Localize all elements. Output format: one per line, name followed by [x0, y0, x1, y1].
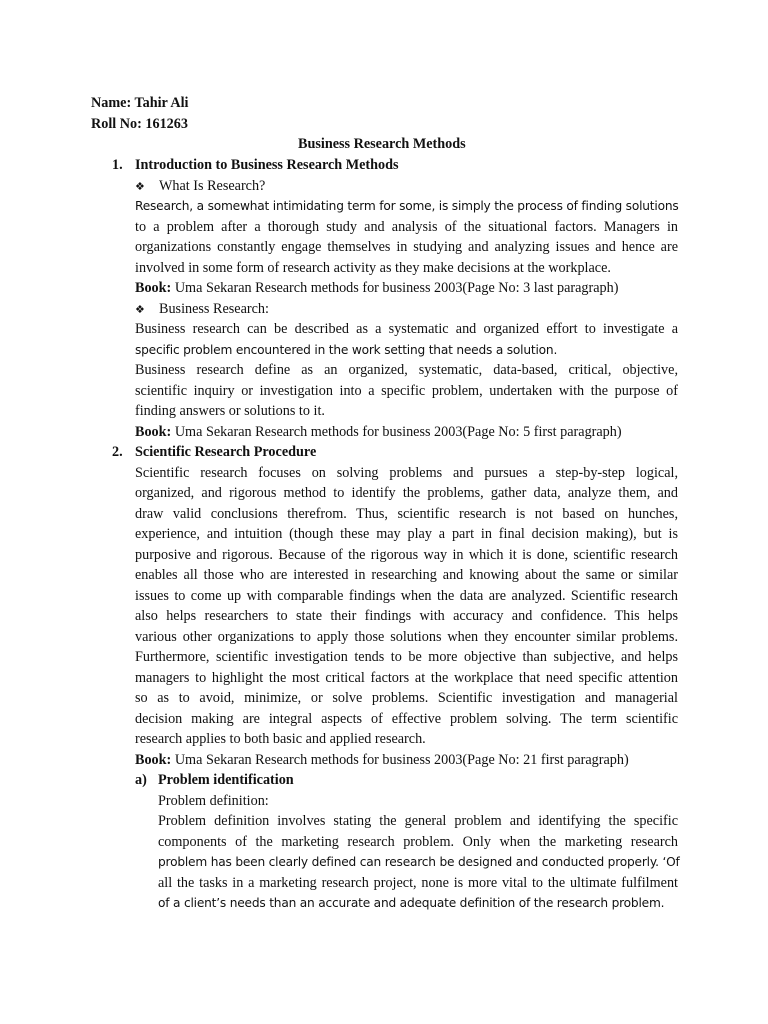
bullet-business-research — [135, 299, 269, 321]
bullet-what-is-research — [135, 176, 265, 198]
paragraph-line: decision making are integral aspects of effective problem solving. The term scientific — [135, 711, 678, 727]
book-label: Book: — [135, 280, 172, 296]
paragraph-line: finding answers or solutions to it. — [135, 403, 325, 419]
section-1-heading: Introduction to Business Research Methods — [135, 157, 399, 173]
paragraph-line: also helps researchers to state their findings with accuracy and confidence. This helps — [135, 608, 678, 624]
book-label: Book: — [135, 424, 172, 440]
paragraph-line: Problem definition involves stating the general problem and identifying the specific — [158, 813, 678, 829]
section-1-number: 1. — [112, 157, 123, 173]
paragraph-line: to a problem after a thorough study and analysis of the situational factors. Managers in — [135, 219, 678, 235]
paragraph-line: scientific inquiry or investigation into a specific problem, undertaken with the purpose of — [135, 383, 678, 399]
paragraph-line: organizations constantly engage themselves in studying and analyzing issues and hence are — [135, 239, 678, 255]
paragraph-line: draw valid conclusions therefrom. Thus, scientific research is not based on hunches, — [135, 506, 678, 522]
paragraph-line: various other organizations to apply those solutions when they encounter similar problems. — [135, 629, 678, 645]
book-reference — [135, 278, 618, 299]
book-reference — [135, 750, 629, 771]
book-text: Uma Sekaran Research methods for business 2003(Page No: 21 first paragraph) — [171, 752, 629, 768]
paragraph-line: Research, a somewhat intimidating term for some, is simply the process of finding solutions — [135, 199, 679, 213]
paragraph-line: Scientific research focuses on solving problems and pursues a step-by-step logical, — [135, 465, 678, 481]
paragraph-line: specific problem encountered in the work setting that needs a solution. — [135, 343, 558, 357]
sub-a-heading: Problem identification — [158, 772, 294, 788]
book-reference — [135, 422, 622, 443]
paragraph-line: managers to highlight the most critical factors at the workplace that need specific attention — [135, 670, 678, 686]
paragraph-line: involved in some form of research activity as they make decisions at the workplace. — [135, 260, 611, 276]
section-2-heading: Scientific Research Procedure — [135, 444, 317, 460]
book-label: Book: — [135, 752, 172, 768]
bullet-label: What Is Research? — [159, 178, 266, 194]
paragraph-line: experience, and intuition (though these may play a part in final decision making), but is — [135, 526, 678, 542]
paragraph-line: all the tasks in a marketing research project, none is more vital to the ultimate fulfilment — [158, 875, 678, 891]
paragraph-line: problem has been clearly defined can research be designed and conducted properly. ‘Of — [158, 855, 680, 869]
sub-a-letter: a) — [135, 772, 147, 788]
section-2-number: 2. — [112, 444, 123, 460]
paragraph-line: organized, and rigorous method to identify the problems, gather data, analyze them, and — [135, 485, 678, 501]
sub-a-subheading: Problem definition: — [158, 793, 269, 809]
paragraph-line: of a client’s needs than an accurate and adequate definition of the research problem. — [158, 896, 665, 910]
paragraph-line: enables all those who are interested in researching and knowing about the same or similar — [135, 567, 678, 583]
page-title: Business Research Methods — [298, 136, 466, 152]
student-name: Name: Tahir Ali — [91, 95, 189, 111]
paragraph-line: so as to avoid, minimize, or solve problems. Scientific investigation and managerial — [135, 690, 678, 706]
diamond-bullet-icon: ❖ — [135, 303, 145, 316]
paragraph-line: Furthermore, scientific investigation tends to be more objective than subjective, and helps — [135, 649, 678, 665]
book-text: Uma Sekaran Research methods for business 2003(Page No: 3 last paragraph) — [171, 280, 619, 296]
roll-number: Roll No: 161263 — [91, 116, 188, 132]
bullet-label: Business Research: — [159, 301, 269, 317]
book-text: Uma Sekaran Research methods for business 2003(Page No: 5 first paragraph) — [171, 424, 622, 440]
paragraph-line: research applies to both basic and applied research. — [135, 731, 426, 747]
paragraph-line: purposive and rigorous. Because of the rigorous way in which it is done, scientific research — [135, 547, 678, 563]
paragraph-line: components of the marketing research problem. Only when the marketing research — [158, 834, 678, 850]
paragraph-line: Business research can be described as a systematic and organized effort to investigate a — [135, 321, 678, 337]
paragraph-line: issues to come up with comparable findings when the data are analyzed. Scientific research — [135, 588, 678, 604]
diamond-bullet-icon: ❖ — [135, 180, 145, 193]
paragraph-line: Business research define as an organized, systematic, data-based, critical, objective, — [135, 362, 678, 378]
